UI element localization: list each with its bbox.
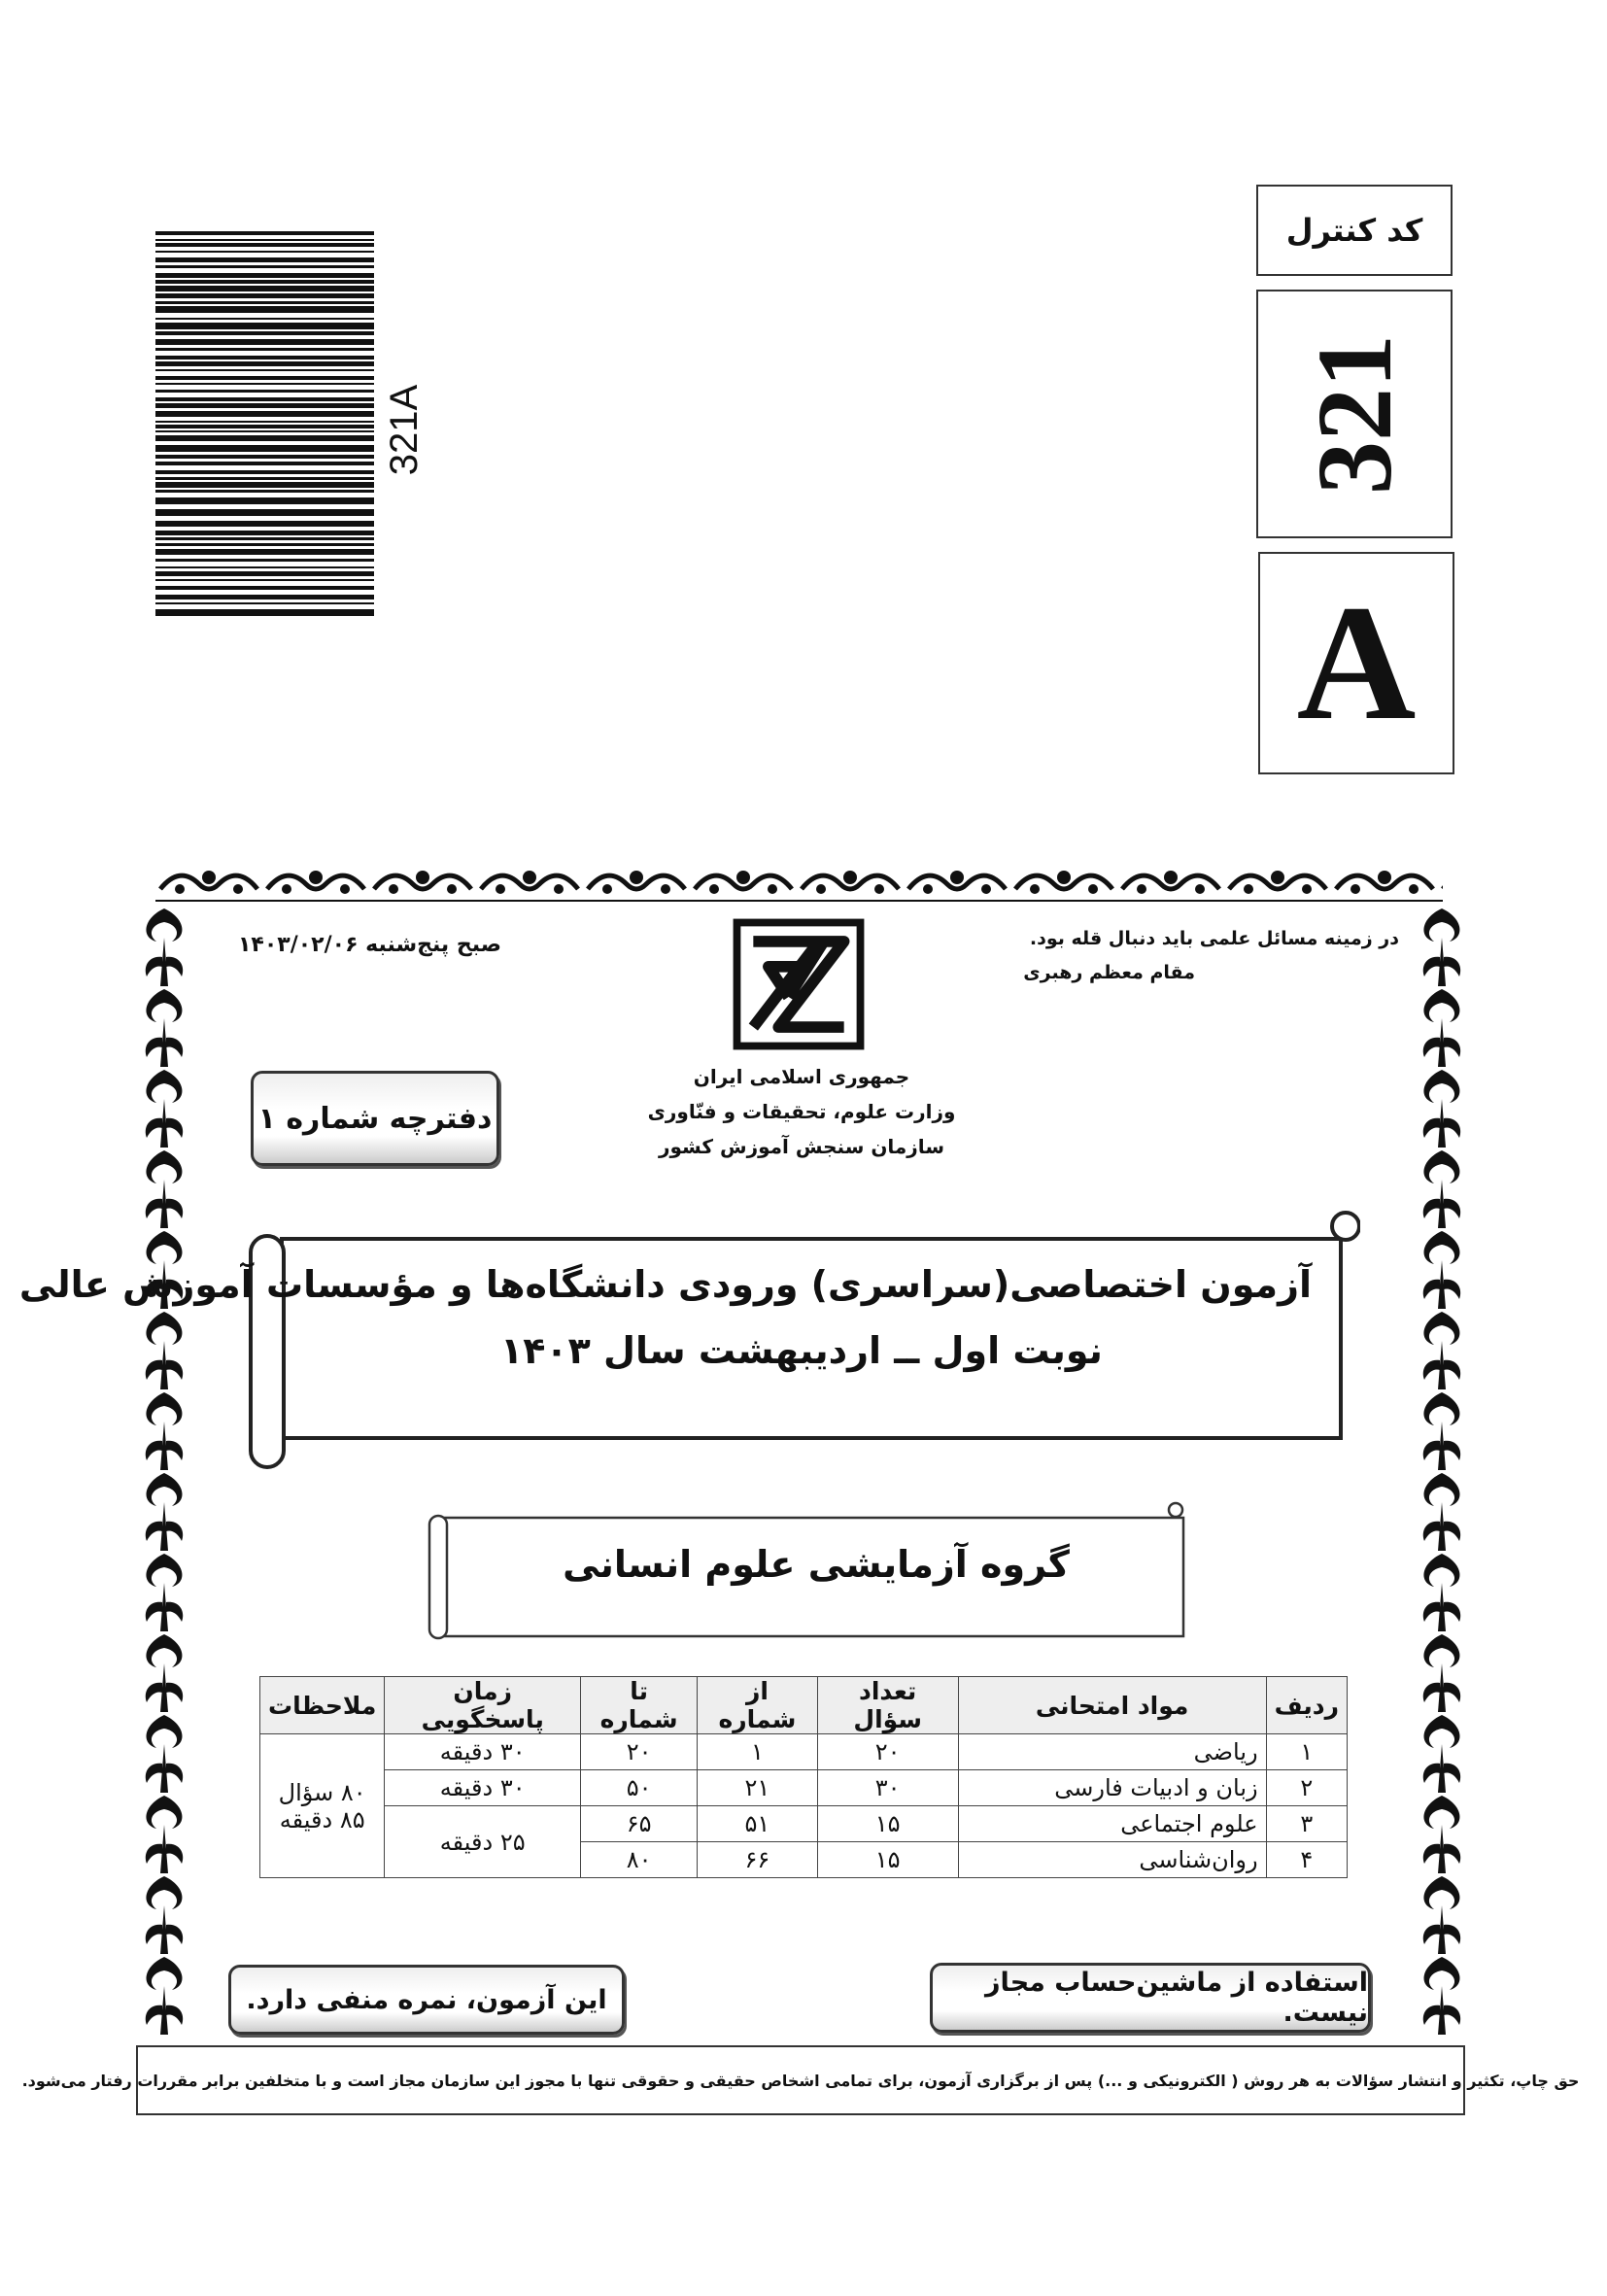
barcode-bar <box>155 397 374 401</box>
row-number: ۳ <box>1266 1806 1347 1842</box>
to-number: ۶۵ <box>581 1806 698 1842</box>
copyright-footer: حق چاپ، تکثیر و انتشار سؤالات به هر روش ( الکترونیکی و ...) پس از برگزاری آزمون، برای تمامی اشخاص حقیقی و حقوقی تنها با مجوز این سازمان مجاز است و با متخلفین برابر مقررات رفتار می‌شود. <box>136 2045 1465 2115</box>
barcode-bar <box>155 348 374 351</box>
barcode-bar <box>155 521 374 527</box>
ornament-motif <box>904 871 1010 901</box>
to-number: ۵۰ <box>581 1770 698 1806</box>
barcode-bar <box>155 435 374 441</box>
col-header: ردیف <box>1266 1677 1347 1734</box>
ornament-motif <box>1423 1715 1460 1793</box>
ornament-motif <box>155 871 262 901</box>
barcode-bar <box>155 239 374 241</box>
ornament-motif <box>1331 871 1438 901</box>
ornament-motif <box>369 871 476 901</box>
exam-session: نوبت اول ــ اردیبهشت سال ۱۴۰۳ <box>500 1329 1103 1372</box>
col-header: مواد امتحانی <box>958 1677 1266 1734</box>
barcode-bar <box>155 543 374 546</box>
ornament-motif <box>146 1796 183 1873</box>
ornamental-border-right <box>1411 908 1473 2036</box>
ornament-motif <box>476 871 583 901</box>
barcode-bar <box>155 403 374 408</box>
from-number: ۱ <box>698 1734 818 1770</box>
from-number: ۲۱ <box>698 1770 818 1806</box>
exam-title: آزمون اختصاصی(سراسری) ورودی دانشگاه‌ها و مؤسسات آموزش عالی <box>18 1263 1312 1306</box>
barcode-bar <box>155 231 374 235</box>
subject: روان‌شناسی <box>958 1842 1266 1878</box>
to-number: ۸۰ <box>581 1842 698 1878</box>
table-row <box>260 1734 1348 1770</box>
ornament-motif <box>146 1715 183 1793</box>
barcode-bar <box>155 579 374 581</box>
ornament-motif <box>146 1876 183 1954</box>
table-row <box>260 1770 1348 1806</box>
barcode-bar <box>155 595 374 600</box>
subject: ریاضی <box>958 1734 1266 1770</box>
ornament-motif <box>1423 1070 1460 1148</box>
barcode-label: 321A <box>383 384 427 476</box>
subject: زبان و ادبیات فارسی <box>958 1770 1266 1806</box>
ornament-motif <box>1423 1554 1460 1631</box>
row-number: ۴ <box>1266 1842 1347 1878</box>
barcode-bar <box>155 462 374 465</box>
barcode-bar <box>155 470 374 474</box>
barcode-bar <box>155 571 374 576</box>
barcode-bar <box>155 390 374 393</box>
ornament-motif <box>146 1957 183 2035</box>
subjects-table <box>259 1676 1348 1878</box>
ornament-motif <box>1423 908 1460 986</box>
ornament-motif <box>1423 989 1460 1067</box>
barcode-bar <box>155 301 374 304</box>
barcode-bar <box>155 361 374 366</box>
barcode-bar <box>155 425 374 428</box>
barcode <box>155 231 374 617</box>
calculator-notice: استفاده از ماشین‌حساب مجاز نیست. <box>930 1963 1371 2033</box>
ornamental-border-top <box>155 860 1443 908</box>
barcode-bar <box>155 559 374 562</box>
ornament-motif <box>1224 871 1331 901</box>
barcode-bar <box>155 331 374 335</box>
from-number: ۵۱ <box>698 1806 818 1842</box>
exam-group: گروه آزمایشی علوم انسانی <box>563 1543 1070 1586</box>
org-line-2: وزارت علوم، تحقیقات و فنّاوری <box>647 1100 956 1123</box>
ornament-motif <box>1423 1796 1460 1873</box>
ornament-motif <box>1423 1957 1460 2035</box>
barcode-bar <box>155 455 374 459</box>
barcode-bar <box>155 273 374 278</box>
notes-duration: ۸۵ دقیقه <box>279 1805 365 1833</box>
barcode-bar <box>155 421 374 423</box>
answer-time: ۲۵ دقیقه <box>385 1806 581 1878</box>
barcode-bar <box>155 586 374 590</box>
quote-author: مقام معظم رهبری <box>1023 962 1195 983</box>
ornament-motif <box>690 871 797 901</box>
col-header: تعداد سؤال <box>817 1677 958 1734</box>
barcode-bar <box>155 445 374 452</box>
question-count: ۲۰ <box>817 1734 958 1770</box>
from-number: ۶۶ <box>698 1842 818 1878</box>
barcode-bar <box>155 411 374 417</box>
ornament-motif <box>1423 1634 1460 1712</box>
ornament-motif <box>262 871 369 901</box>
ornament-motif <box>1423 1312 1460 1389</box>
barcode-bar <box>155 497 374 504</box>
barcode-bar <box>155 430 374 432</box>
barcode-bar <box>155 286 374 291</box>
barcode-bar <box>155 280 374 284</box>
ornament-motif <box>146 1634 183 1712</box>
barcode-bar <box>155 318 374 320</box>
barcode-bar <box>155 356 374 360</box>
quote: در زمینه مسائل علمی باید دنبال قله بود. <box>1029 928 1399 949</box>
ornament-motif <box>146 1070 183 1148</box>
table-row <box>260 1806 1348 1842</box>
organization-logo <box>731 916 867 1052</box>
ornament-motif <box>797 871 904 901</box>
barcode-bar <box>155 369 374 371</box>
ornament-motif <box>1438 871 1443 901</box>
barcode-bar <box>155 566 374 568</box>
barcode-bar <box>155 490 374 493</box>
barcode-bar <box>155 257 374 262</box>
ornament-motif <box>1423 1473 1460 1551</box>
org-line-1: جمهوری اسلامی ایران <box>693 1065 910 1088</box>
control-code: 321 <box>1294 333 1414 495</box>
ornament-motif <box>1010 871 1117 901</box>
barcode-bar <box>155 339 374 345</box>
ornament-motif <box>1423 1150 1460 1228</box>
barcode-bar <box>155 477 374 480</box>
barcode-bar <box>155 609 374 616</box>
notes-questions: ۸۰ سؤال <box>278 1778 366 1806</box>
ornament-motif <box>146 1312 183 1389</box>
barcode-bar <box>155 323 374 329</box>
col-header: زمان پاسخگویی <box>385 1677 581 1734</box>
control-code-label: کد کنترل <box>1256 185 1453 276</box>
barcode-bar <box>155 549 374 555</box>
exam-date: صبح پنج‌شنبه ۱۴۰۳/۰۲/۰۶ <box>238 933 501 957</box>
answer-time: ۳۰ دقیقه <box>385 1734 581 1770</box>
barcode-bar <box>155 251 374 253</box>
org-line-3: سازمان سنجش آموزش کشور <box>659 1135 944 1158</box>
barcode-bar <box>155 482 374 488</box>
ornament-motif <box>1423 1231 1460 1309</box>
row-number: ۲ <box>1266 1770 1347 1806</box>
barcode-bar <box>155 306 374 313</box>
question-count: ۱۵ <box>817 1842 958 1878</box>
ornament-motif <box>146 908 183 986</box>
ornament-motif <box>146 1150 183 1228</box>
col-header: تا شماره <box>581 1677 698 1734</box>
ornament-motif <box>146 989 183 1067</box>
col-header: از شماره <box>698 1677 818 1734</box>
barcode-bar <box>155 265 374 268</box>
question-count: ۳۰ <box>817 1770 958 1806</box>
question-count: ۱۵ <box>817 1806 958 1842</box>
ornament-motif <box>146 1554 183 1631</box>
barcode-bar <box>155 602 374 604</box>
notes <box>260 1734 385 1878</box>
control-code-box <box>1256 290 1453 538</box>
ornament-motif <box>1117 871 1224 901</box>
answer-time: ۳۰ دقیقه <box>385 1770 581 1806</box>
barcode-bar <box>155 376 374 380</box>
booklet-version: A <box>1258 552 1454 774</box>
to-number: ۲۰ <box>581 1734 698 1770</box>
booklet-number: دفترچه شماره ۱ <box>251 1071 499 1166</box>
barcode-bar <box>155 509 374 516</box>
ornament-motif <box>583 871 690 901</box>
barcode-bar <box>155 537 374 540</box>
barcode-bar <box>155 531 374 535</box>
ornament-motif <box>146 1392 183 1470</box>
barcode-bar <box>155 243 374 247</box>
barcode-bar <box>155 383 374 385</box>
negative-marking-notice: این آزمون، نمره منفی دارد. <box>228 1965 625 2035</box>
ornament-motif <box>146 1473 183 1551</box>
subject: علوم اجتماعی <box>958 1806 1266 1842</box>
barcode-bar <box>155 293 374 298</box>
ornament-motif <box>1423 1876 1460 1954</box>
ornament-motif <box>1423 1392 1460 1470</box>
col-header: ملاحظات <box>260 1677 385 1734</box>
row-number: ۱ <box>1266 1734 1347 1770</box>
ornamental-border-left <box>133 908 195 2036</box>
